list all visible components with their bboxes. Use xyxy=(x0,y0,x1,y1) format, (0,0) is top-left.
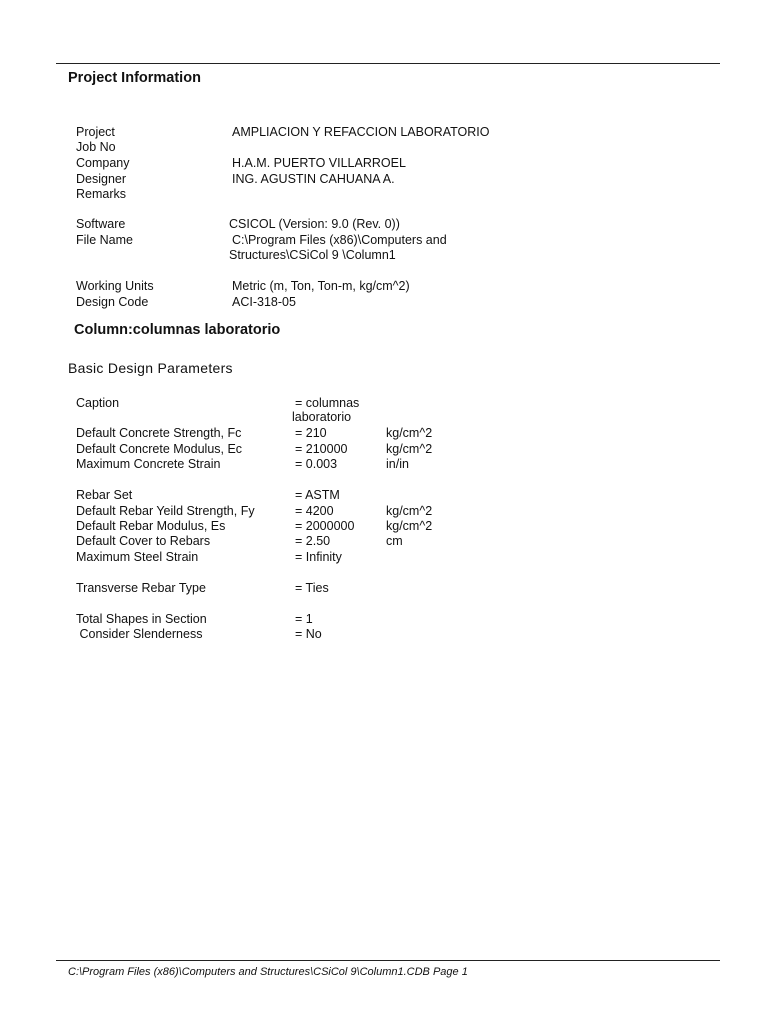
column-title: Column:columnas laboratorio xyxy=(74,322,281,338)
param-label: Default Concrete Strength, Fc xyxy=(76,426,242,440)
param-label: Consider Slenderness xyxy=(76,627,203,641)
design-code-value: ACI-318-05 xyxy=(232,295,296,309)
param-unit: in/in xyxy=(386,457,409,471)
caption-value-line1: = columnas xyxy=(295,396,360,410)
param-label: Default Cover to Rebars xyxy=(76,534,211,548)
software-value: CSICOL (Version: 9.0 (Rev. 0)) xyxy=(229,217,400,231)
param-value: = 2000000 xyxy=(295,519,355,533)
param-value: = 210 xyxy=(295,426,327,440)
param-value: = No xyxy=(295,627,322,641)
param-value: = 2.50 xyxy=(295,534,331,548)
project-value: AMPLIACION Y REFACCION LABORATORIO xyxy=(232,125,490,139)
param-label: Rebar Set xyxy=(76,488,133,502)
param-label: Default Concrete Modulus, Ec xyxy=(76,442,243,456)
bottom-rule xyxy=(56,960,720,961)
param-value: = 210000 xyxy=(295,442,348,456)
file-name-label: File Name xyxy=(76,233,133,247)
company-value: H.A.M. PUERTO VILLARROEL xyxy=(232,156,406,170)
caption-label: Caption xyxy=(76,396,120,410)
page-footer: C:\Program Files (x86)\Computers and Structures\CSiCol 9\Column1.CDB Page 1 xyxy=(68,966,468,978)
param-value: = 1 xyxy=(295,612,313,626)
param-unit: cm xyxy=(386,534,403,548)
working-units-label: Working Units xyxy=(76,279,154,293)
caption-value-line2: laboratorio xyxy=(292,410,352,424)
job-no-label: Job No xyxy=(76,140,116,154)
file-name-line2: Structures\CSiCol 9 \Column1 xyxy=(229,248,396,262)
param-label: Transverse Rebar Type xyxy=(76,581,206,595)
designer-label: Designer xyxy=(76,172,127,186)
param-value: = Ties xyxy=(295,581,329,595)
param-label: Maximum Steel Strain xyxy=(76,550,199,564)
remarks-label: Remarks xyxy=(76,187,127,201)
param-unit: kg/cm^2 xyxy=(386,426,433,440)
param-unit: kg/cm^2 xyxy=(386,442,433,456)
working-units-value: Metric (m, Ton, Ton-m, kg/cm^2) xyxy=(232,279,410,293)
param-label: Default Rebar Yeild Strength, Fy xyxy=(76,504,255,518)
company-label: Company xyxy=(76,156,130,170)
design-code-label: Design Code xyxy=(76,295,149,309)
project-label: Project xyxy=(76,125,115,139)
basic-params-title: Basic Design Parameters xyxy=(68,360,233,376)
top-rule xyxy=(56,63,720,64)
designer-value: ING. AGUSTIN CAHUANA A. xyxy=(232,172,395,186)
param-label: Total Shapes in Section xyxy=(76,612,207,626)
project-info-title: Project Information xyxy=(68,70,201,86)
param-unit: kg/cm^2 xyxy=(386,519,433,533)
file-name-line1: C:\Program Files (x86)\Computers and xyxy=(232,233,447,247)
software-label: Software xyxy=(76,217,126,231)
param-label: Maximum Concrete Strain xyxy=(76,457,221,471)
param-value: = 4200 xyxy=(295,504,334,518)
param-value: = ASTM xyxy=(295,488,340,502)
param-value: = Infinity xyxy=(295,550,342,564)
param-label: Default Rebar Modulus, Es xyxy=(76,519,226,533)
param-value: = 0.003 xyxy=(295,457,338,471)
param-unit: kg/cm^2 xyxy=(386,504,433,518)
